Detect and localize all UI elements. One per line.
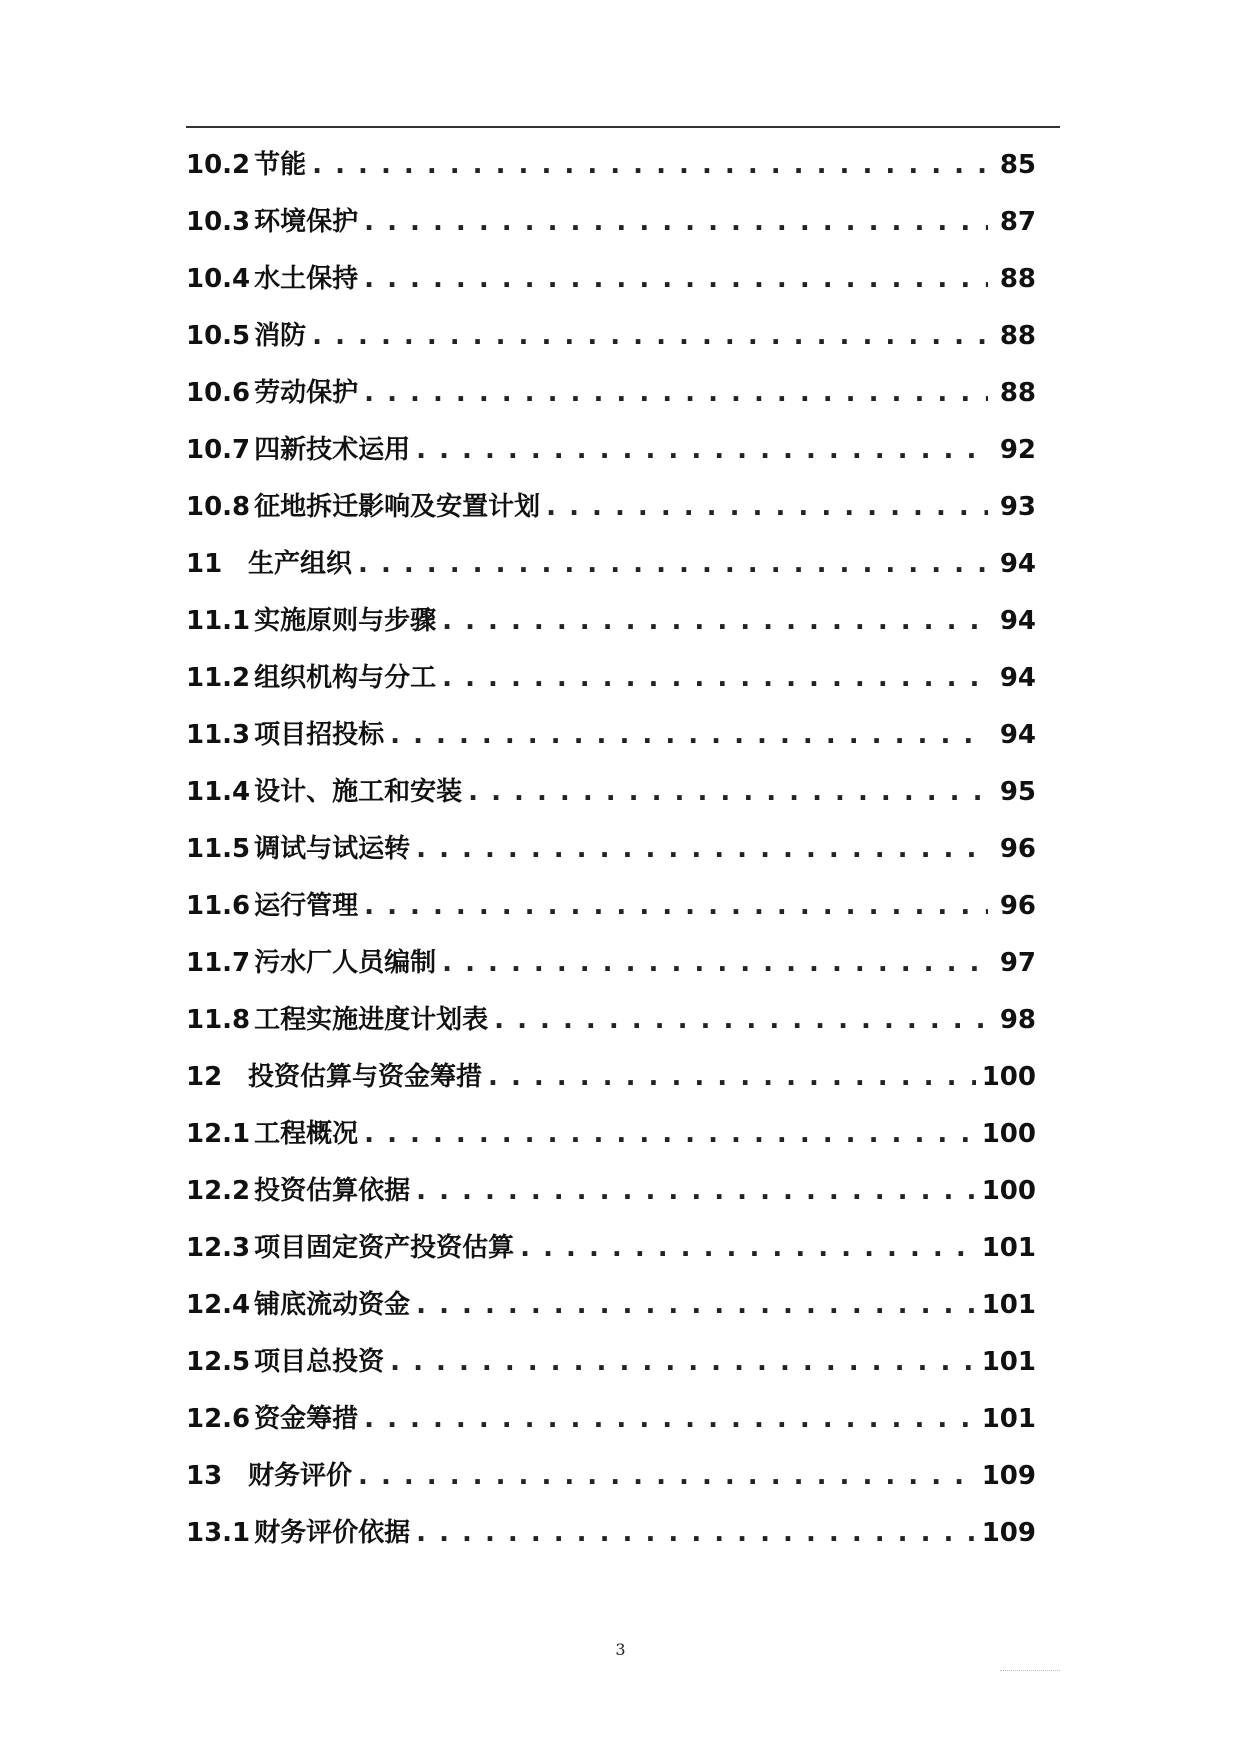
toc-entry-number: 10.2 (186, 150, 251, 180)
toc-entry-number: 12.3 (186, 1233, 251, 1263)
toc-entry-number: 10.6 (186, 378, 251, 408)
toc-entry-page: 97 (999, 948, 1036, 978)
toc-entry-title: 设计、施工和安装 (254, 777, 463, 807)
toc-entry-page: 94 (999, 720, 1036, 750)
toc-entry-title: 组织机构与分工 (254, 663, 437, 693)
toc-entry-number: 12.6 (186, 1404, 251, 1434)
toc-entry-page: 94 (999, 549, 1036, 579)
toc-dot-leader (546, 492, 988, 522)
toc-chapter-entry[interactable] (186, 543, 1036, 600)
toc-section-entry[interactable] (186, 258, 1036, 315)
toc-section-entry[interactable] (186, 600, 1036, 657)
toc-entry-title: 征地拆迁影响及安置计划 (254, 492, 541, 522)
toc-section-entry[interactable] (186, 999, 1036, 1056)
toc-dot-leader (364, 1404, 976, 1434)
toc-dot-leader (390, 720, 988, 750)
toc-dot-leader (416, 1290, 976, 1320)
toc-dot-leader (364, 378, 988, 408)
toc-entry-number: 13 (186, 1461, 223, 1491)
toc-entry-number: 10.5 (186, 321, 251, 351)
toc-entry-page: 96 (999, 834, 1036, 864)
toc-entry-title: 环境保护 (254, 207, 359, 237)
toc-entry-title: 投资估算与资金筹措 (248, 1062, 483, 1092)
toc-dot-leader (416, 1176, 976, 1206)
toc-chapter-entry[interactable] (186, 1455, 1036, 1512)
toc-dot-leader (416, 435, 988, 465)
toc-entry-title: 工程概况 (254, 1119, 359, 1149)
toc-section-entry[interactable] (186, 1227, 1036, 1284)
toc-dot-leader (416, 834, 988, 864)
toc-dot-leader (364, 264, 988, 294)
toc-entry-number: 11.3 (186, 720, 251, 750)
table-of-contents (186, 144, 1036, 1569)
toc-section-entry[interactable] (186, 714, 1036, 771)
toc-entry-title: 投资估算依据 (254, 1176, 411, 1206)
toc-entry-number: 12.4 (186, 1290, 251, 1320)
toc-dot-leader (390, 1347, 976, 1377)
toc-entry-number: 12 (186, 1062, 223, 1092)
page-number: 3 (615, 1640, 626, 1659)
toc-entry-title: 劳动保护 (254, 378, 359, 408)
toc-dot-leader (442, 663, 988, 693)
toc-section-entry[interactable] (186, 1284, 1036, 1341)
footer-mark (1000, 1670, 1060, 1671)
toc-entry-number: 11.8 (186, 1005, 251, 1035)
toc-entry-title: 财务评价 (248, 1461, 353, 1491)
toc-entry-page: 94 (999, 606, 1036, 636)
toc-entry-title: 水土保持 (254, 264, 359, 294)
toc-entry-number: 13.1 (186, 1518, 251, 1548)
toc-dot-leader (442, 948, 988, 978)
toc-section-entry[interactable] (186, 885, 1036, 942)
toc-entry-page: 94 (999, 663, 1036, 693)
toc-dot-leader (364, 1119, 976, 1149)
toc-section-entry[interactable] (186, 1341, 1036, 1398)
toc-entry-page: 109 (981, 1518, 1036, 1548)
toc-entry-page: 98 (999, 1005, 1036, 1035)
toc-entry-number: 11.5 (186, 834, 251, 864)
toc-section-entry[interactable] (186, 1170, 1036, 1227)
toc-entry-title: 调试与试运转 (254, 834, 411, 864)
toc-entry-title: 运行管理 (254, 891, 359, 921)
toc-entry-title: 四新技术运用 (254, 435, 411, 465)
toc-section-entry[interactable] (186, 942, 1036, 999)
toc-section-entry[interactable] (186, 1398, 1036, 1455)
toc-entry-number: 11.2 (186, 663, 251, 693)
toc-entry-page: 101 (981, 1233, 1036, 1263)
toc-entry-page: 100 (981, 1176, 1036, 1206)
toc-section-entry[interactable] (186, 1512, 1036, 1569)
toc-entry-page: 109 (981, 1461, 1036, 1491)
toc-section-entry[interactable] (186, 486, 1036, 543)
toc-entry-page: 88 (999, 264, 1036, 294)
toc-dot-leader (364, 891, 988, 921)
toc-section-entry[interactable] (186, 828, 1036, 885)
toc-entry-number: 11.7 (186, 948, 251, 978)
toc-chapter-entry[interactable] (186, 1056, 1036, 1113)
toc-entry-number: 12.5 (186, 1347, 251, 1377)
toc-entry-page: 101 (981, 1290, 1036, 1320)
toc-entry-number: 11.6 (186, 891, 251, 921)
toc-entry-page: 100 (981, 1062, 1036, 1092)
toc-entry-title: 铺底流动资金 (254, 1290, 411, 1320)
toc-entry-page: 101 (981, 1347, 1036, 1377)
toc-dot-leader (520, 1233, 976, 1263)
toc-entry-page: 95 (999, 777, 1036, 807)
toc-entry-title: 财务评价依据 (254, 1518, 411, 1548)
toc-section-entry[interactable] (186, 201, 1036, 258)
toc-entry-page: 100 (981, 1119, 1036, 1149)
toc-section-entry[interactable] (186, 429, 1036, 486)
toc-entry-number: 10.7 (186, 435, 251, 465)
toc-entry-number: 11.1 (186, 606, 251, 636)
toc-entry-title: 项目总投资 (254, 1347, 385, 1377)
toc-dot-leader (494, 1005, 988, 1035)
toc-entry-page: 85 (999, 150, 1036, 180)
toc-entry-number: 12.2 (186, 1176, 251, 1206)
toc-entry-page: 88 (999, 321, 1036, 351)
toc-entry-number: 10.8 (186, 492, 251, 522)
toc-dot-leader (358, 549, 988, 579)
toc-entry-number: 10.4 (186, 264, 251, 294)
toc-entry-number: 10.3 (186, 207, 251, 237)
toc-entry-title: 项目招投标 (254, 720, 385, 750)
toc-dot-leader (416, 1518, 976, 1548)
toc-dot-leader (442, 606, 988, 636)
toc-entry-page: 101 (981, 1404, 1036, 1434)
toc-entry-page: 92 (999, 435, 1036, 465)
toc-dot-leader (364, 207, 988, 237)
toc-entry-number: 11 (186, 549, 223, 579)
toc-dot-leader (488, 1062, 976, 1092)
toc-section-entry[interactable] (186, 771, 1036, 828)
toc-entry-page: 93 (999, 492, 1036, 522)
toc-section-entry[interactable] (186, 315, 1036, 372)
toc-entry-page: 87 (999, 207, 1036, 237)
header-rule (186, 126, 1060, 128)
toc-entry-title: 消防 (254, 321, 307, 351)
toc-entry-title: 节能 (254, 150, 307, 180)
toc-dot-leader (358, 1461, 976, 1491)
toc-section-entry[interactable] (186, 1113, 1036, 1170)
toc-entry-number: 12.1 (186, 1119, 251, 1149)
toc-dot-leader (312, 150, 988, 180)
toc-entry-title: 污水厂人员编制 (254, 948, 437, 978)
toc-entry-title: 项目固定资产投资估算 (254, 1233, 515, 1263)
toc-dot-leader (312, 321, 988, 351)
toc-entry-title: 实施原则与步骤 (254, 606, 437, 636)
toc-section-entry[interactable] (186, 372, 1036, 429)
toc-section-entry[interactable] (186, 657, 1036, 714)
toc-section-entry[interactable] (186, 144, 1036, 201)
toc-entry-page: 88 (999, 378, 1036, 408)
toc-entry-title: 资金筹措 (254, 1404, 359, 1434)
toc-entry-page: 96 (999, 891, 1036, 921)
toc-entry-title: 工程实施进度计划表 (254, 1005, 489, 1035)
toc-entry-title: 生产组织 (248, 549, 353, 579)
toc-entry-number: 11.4 (186, 777, 251, 807)
toc-dot-leader (468, 777, 988, 807)
